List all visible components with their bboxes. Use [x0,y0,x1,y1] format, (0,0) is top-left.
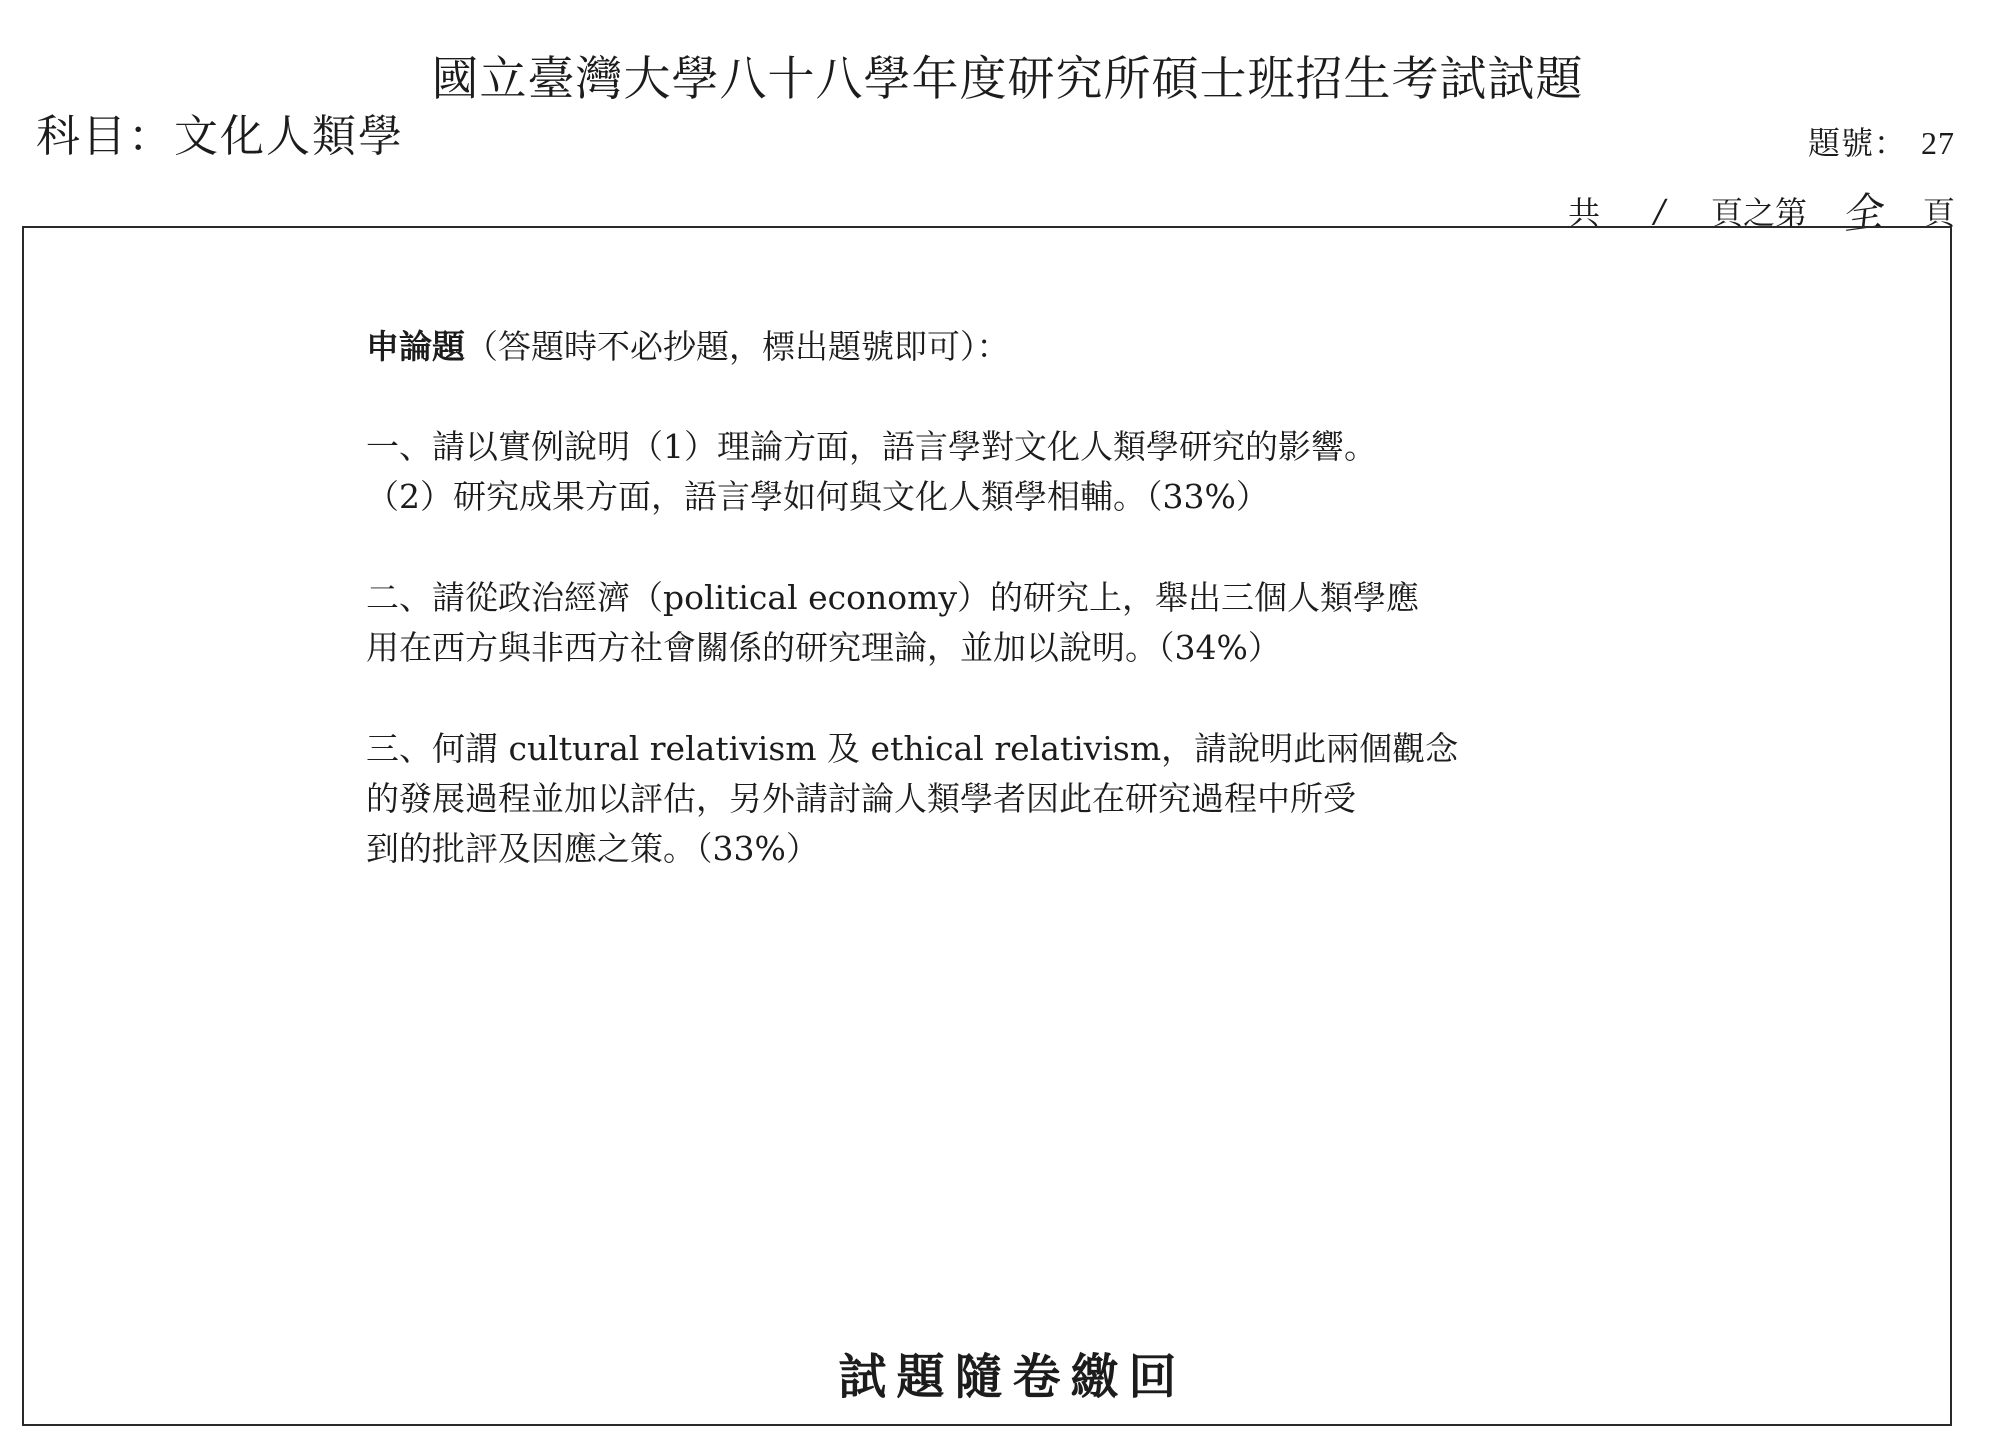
page-slash: / [1654,191,1665,230]
subject [36,100,404,164]
question-line: 一、請以實例說明（1）理論方面，語言學對文化人類學研究的影響。 [366,427,1377,466]
exam-title: 國立臺灣大學八十八學年度研究所碩士班招生考試試題 [431,52,1584,107]
question-line: 二、請從政治經濟（political economy）的研究上，舉出三個人類學應 [366,578,1420,617]
question-line: 三、何謂 cultural relativism 及 ethical relativism，請說明此兩個觀念 [366,729,1459,768]
question-number-value: 27 [1921,125,1955,161]
question-line: 到的批評及因應之策。（33%） [366,829,819,868]
question-1 [366,422,1566,522]
question-line: 用在西方與非西方社會關係的研究理論，並加以說明。（34%） [366,628,1281,667]
return-paper-note: 試題隨卷繳回 [838,1349,1187,1405]
exam-content [366,322,1566,925]
section-heading [366,322,1566,372]
subject-value: 文化人類學 [174,111,404,162]
question-number [1808,118,1955,164]
question-3 [366,724,1566,874]
question-2 [366,573,1566,673]
page-handwritten-mark: 全 [1838,188,1885,240]
page-suffix: 頁 [1922,193,1955,232]
page-total-label: 共 [1568,193,1601,232]
section-heading-title: 申論題 [366,327,465,366]
section-heading-note: （答題時不必抄題，標出題號即可）： [465,327,1010,366]
subject-label: 科目： [36,111,174,162]
question-number-label: 題號： [1807,124,1907,162]
question-line: 的發展過程並加以評估，另外請討論人類學者因此在研究過程中所受 [366,779,1356,818]
page-of-label: 頁之第 [1710,193,1807,232]
question-line: （2）研究成果方面，語言學如何與文化人類學相輔。（33%） [366,477,1269,516]
